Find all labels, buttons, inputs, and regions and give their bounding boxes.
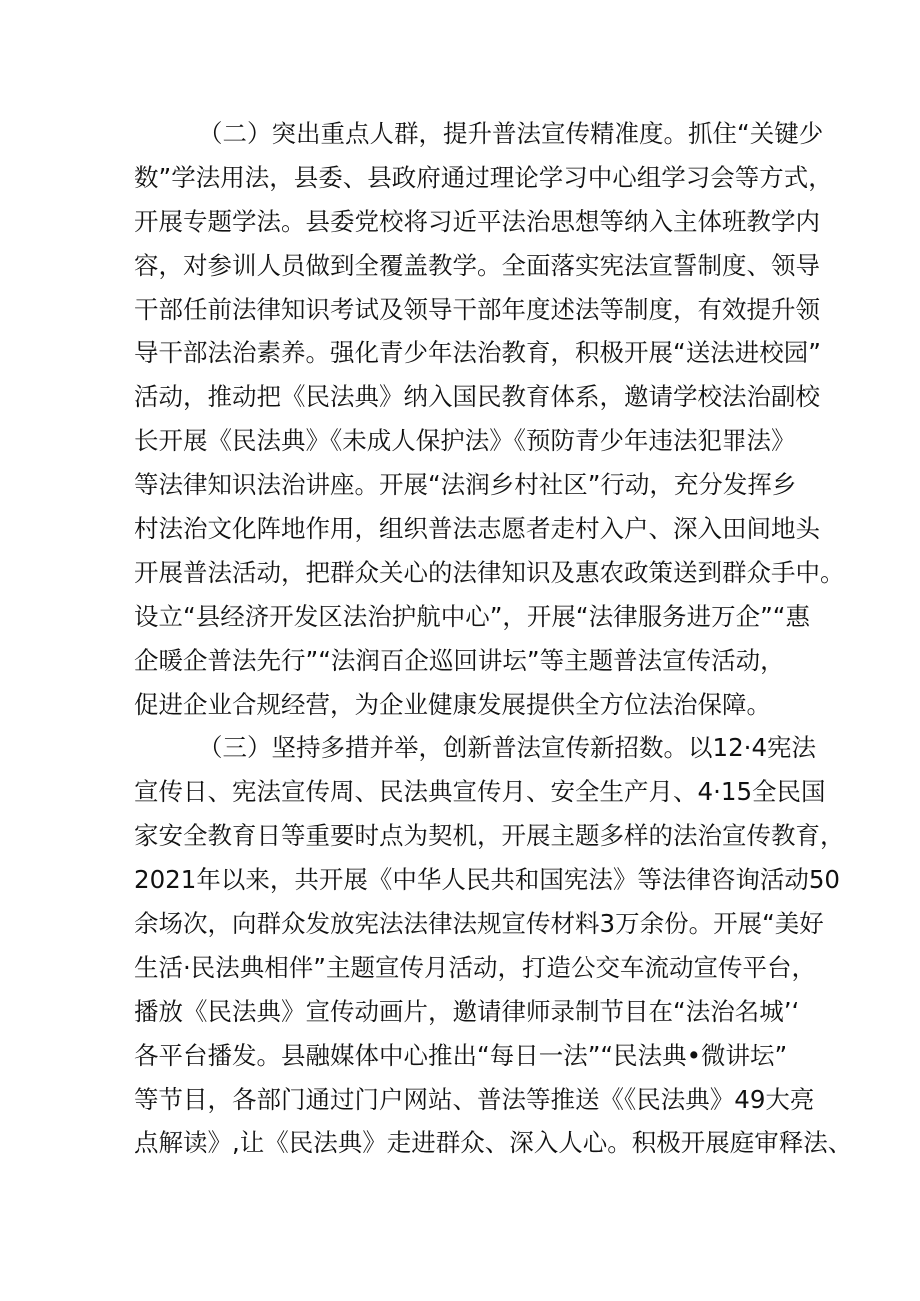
text-line: 导干部法治素养。强化青少年法治教育，积极开展“送法进校园”: [134, 338, 821, 368]
text-line: （二）突出重点人群，提升普法宣传精准度。抓住“关键少: [198, 119, 824, 148]
text-line: 长开展《民法典》《未成人保护法》《预防青少年违法犯罪法》: [134, 426, 796, 456]
text-line: 村法治文化阵地作用，组织普法志愿者走村入户、深入田间地头: [134, 514, 820, 544]
text-line: 家安全教育日等重要时点为契机，开展主题多样的法治宣传教育，: [134, 821, 845, 851]
text-line: 促进企业合规经营，为企业健康发展提供全方位法治保障。: [134, 689, 771, 719]
text-line: 数”学法用法，县委、县政府通过理论学习中心组学习会等方式，: [134, 162, 833, 192]
paragraph-multiple-measures: [134, 726, 853, 1165]
text-line: 开展普法活动，把群众关心的法律知识及惠农政策送到群众手中。: [134, 557, 845, 587]
text-line: 2021年以来，共开展《中华人民共和国宪法》等法律咨询活动50: [134, 865, 841, 895]
text-line: 容，对参训人员做到全覆盖教学。全面落实宪法宣誓制度、领导: [134, 250, 820, 280]
text-line: 等节目，各部门通过门户网站、普法等推送《《民法典》49大亮: [134, 1084, 815, 1114]
text-line: 点解读》,让《民法典》走进群众、深入人心。积极开展庭审释法、: [134, 1128, 853, 1158]
text-line: 设立“县经济开发区法治护航中心”，开展“法律服务进万企”“惠: [134, 601, 810, 631]
text-line: 干部任前法律知识考试及领导干部年度述法等制度，有效提升领: [134, 294, 820, 324]
text-line: 开展专题学法。县委党校将习近平法治思想等纳入主体班教学内: [134, 206, 820, 236]
text-line: 余场次，向群众发放宪法法律法规宣传材料3万余份。开展“美好: [134, 909, 824, 939]
text-line: 各平台播发。县融媒体中心推出“每日一法”“民法典•微讲坛”: [134, 1040, 788, 1070]
paragraph-key-groups: [134, 112, 845, 726]
text-line: 生活·民法典相伴”主题宣传月活动，打造公交车流动宣传平台，: [134, 952, 816, 982]
text-line: 活动，推动把《民法典》纳入国民教育体系，邀请学校法治副校: [134, 382, 820, 412]
text-line: （三）坚持多措并举，创新普法宣传新招数。以12·4宪法: [198, 733, 817, 763]
document-body: [134, 112, 853, 1165]
text-line: 企暖企普法先行”“法润百企巡回讲坛”等主题普法宣传活动，: [134, 645, 785, 675]
text-line: 播放《民法典》宣传动画片，邀请律师录制节目在“法治名城’‘: [134, 996, 800, 1026]
text-line: 等法律知识法治讲座。开展“法润乡村社区”行动，充分发挥乡: [134, 470, 797, 500]
text-line: 宣传日、宪法宣传周、民法典宣传月、安全生产月、4·15全民国: [134, 777, 826, 807]
